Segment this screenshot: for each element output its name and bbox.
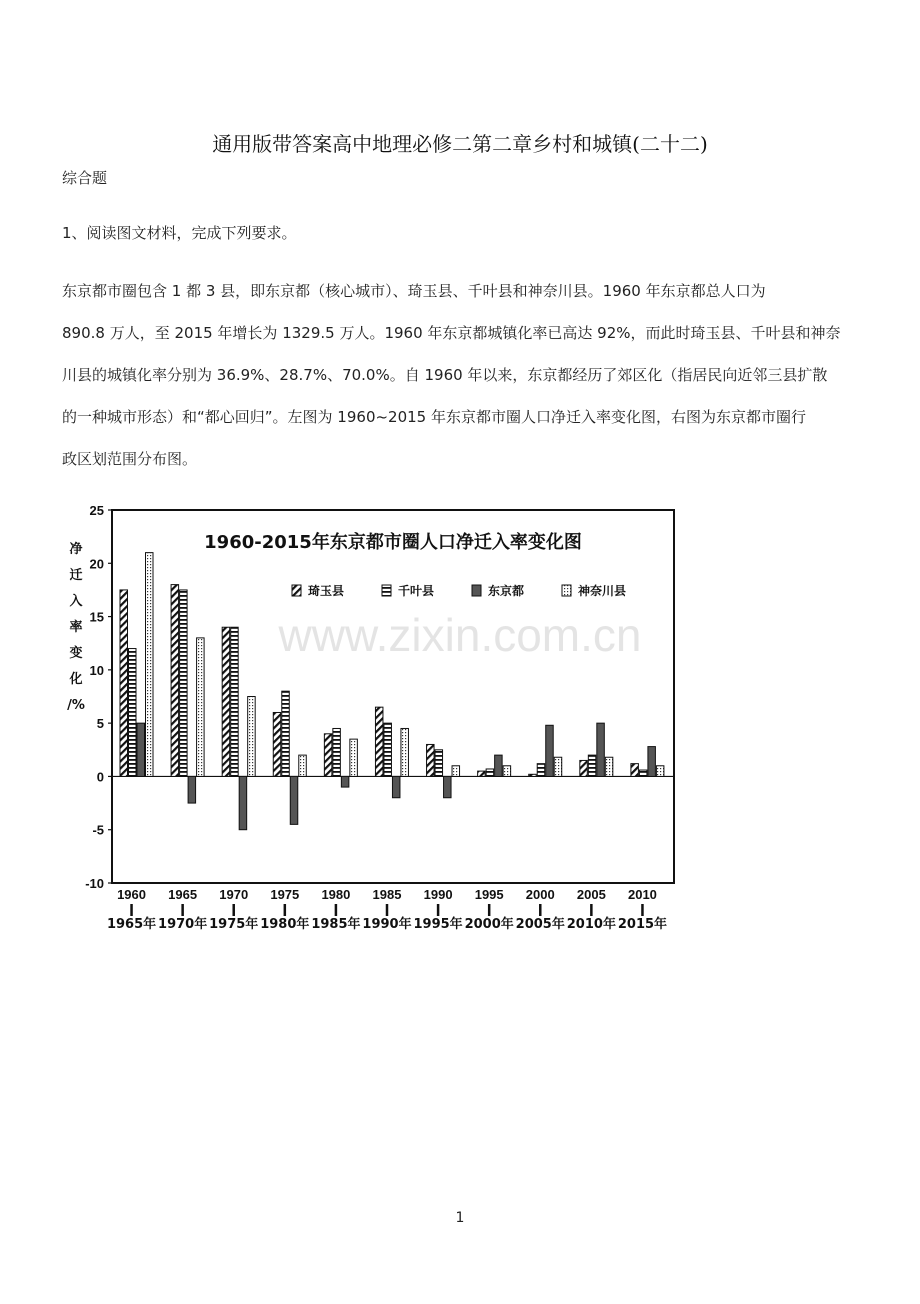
y-axis-label-char: 变: [69, 646, 83, 661]
legend-label: 神奈川县: [578, 584, 627, 598]
chart-title: 1960-2015年东京都市圈人口净迁入率变化图: [204, 532, 582, 553]
y-tick-label: 15: [89, 609, 104, 625]
y-axis-label-char: 净: [69, 542, 83, 557]
bar-神奈川县: [503, 766, 511, 777]
bar-琦玉县: [324, 734, 332, 777]
bar-神奈川县: [401, 728, 409, 776]
y-axis-label-char: 化: [69, 672, 83, 687]
bar-东京都: [239, 776, 247, 829]
y-tick-label: 25: [89, 503, 104, 518]
x-tick-label-start: 1980: [321, 887, 351, 902]
document-title: 通用版带答案高中地理必修二第二章乡村和城镇(二十二): [212, 132, 708, 156]
bar-东京都: [392, 776, 400, 797]
section-heading: 综合题: [62, 169, 108, 187]
bar-琦玉县: [222, 627, 230, 776]
y-axis-label-char: 率: [69, 620, 83, 635]
bar-琦玉县: [529, 774, 537, 776]
bar-千叶县: [435, 750, 443, 777]
x-tick-label-start: 2005: [576, 887, 606, 902]
x-tick-label-start: 2000: [525, 887, 555, 902]
bar-琦玉县: [171, 585, 179, 777]
bar-东京都: [495, 755, 503, 776]
bar-神奈川县: [656, 766, 664, 777]
x-tick-label-end: 1995年: [413, 917, 463, 932]
x-tick-label-end: 1980年: [260, 917, 310, 932]
bar-千叶县: [231, 627, 239, 776]
x-tick-label-start: 1985: [372, 887, 402, 902]
x-tick-label-start: 1995: [474, 887, 504, 902]
x-tick-label-start: 1990: [423, 887, 453, 902]
bar-神奈川县: [299, 755, 307, 776]
paragraph-line: 川县的城镇化率分别为 36.9%、28.7%、70.0%。自 1960 年以来，东京都经历了郊区化（指居民向近邻三县扩散: [62, 366, 828, 384]
bar-千叶县: [180, 590, 188, 777]
x-tick-label-start: 2010: [627, 887, 657, 902]
x-tick-label-end: 1985年: [311, 917, 361, 932]
paragraph-line: 政区划范围分布图。: [62, 450, 198, 468]
bar-千叶县: [333, 728, 341, 776]
bar-琦玉县: [120, 590, 128, 777]
legend-swatch: [292, 585, 301, 596]
bar-琦玉县: [478, 771, 486, 776]
paragraph-line: 的一种城市形态）和“都心回归”。左图为 1960~2015 年东京都市圈人口净迁入率变化图，右图为东京都市圈行: [62, 408, 806, 426]
bar-东京都: [597, 723, 605, 776]
x-tick-label-start: 1960: [117, 887, 147, 902]
bar-东京都: [546, 725, 554, 776]
bar-琦玉县: [273, 712, 281, 776]
y-tick-label: 0: [96, 769, 104, 785]
bar-神奈川县: [248, 697, 256, 777]
x-tick-label-end: 1990年: [362, 917, 412, 932]
y-tick-label: 20: [89, 556, 104, 572]
question-prompt: 1、阅读图文材料，完成下列要求。: [62, 224, 297, 242]
legend-swatch: [382, 585, 391, 596]
paragraph-line: 东京都市圈包含 1 都 3 县，即东京都（核心城市）、琦玉县、千叶县和神奈川县。1960 年东京都总人口为: [62, 282, 766, 300]
bar-琦玉县: [631, 764, 639, 777]
bar-东京都: [137, 723, 145, 776]
y-tick-label: 5: [96, 716, 104, 732]
x-tick-label-start: 1975: [270, 887, 300, 902]
bar-神奈川县: [350, 739, 358, 776]
bar-东京都: [188, 776, 196, 803]
x-tick-label-start: 1970: [219, 887, 249, 902]
bar-东京都: [648, 747, 656, 777]
y-axis-label-char: /%: [67, 698, 85, 713]
legend-label: 东京都: [488, 584, 525, 598]
x-tick-label-end: 1975年: [209, 917, 259, 932]
bar-东京都: [290, 776, 298, 824]
legend-label: 琦玉县: [308, 584, 345, 598]
y-tick-label: -10: [85, 876, 104, 891]
y-axis-label-char: 迁: [69, 568, 83, 583]
bar-千叶县: [486, 769, 494, 776]
x-tick-label-start: 1965: [168, 887, 198, 902]
chart-svg: [60, 495, 700, 945]
bar-琦玉县: [580, 760, 588, 776]
x-tick-label-end: 2015年: [617, 917, 668, 932]
bar-千叶县: [588, 755, 596, 776]
bar-神奈川县: [146, 553, 154, 777]
bar-神奈川县: [197, 638, 205, 777]
watermark-text: www.zixin.com.cn: [278, 609, 642, 661]
x-tick-label-end: 2010年: [566, 917, 616, 932]
paragraph-line: 890.8 万人，至 2015 年增长为 1329.5 万人。1960 年东京都城镇化率已高达 92%，而此时琦玉县、千叶县和神奈: [62, 324, 841, 342]
bar-东京都: [341, 776, 349, 787]
y-axis-label-char: 入: [69, 594, 83, 609]
bar-神奈川县: [452, 766, 460, 777]
bar-千叶县: [537, 764, 545, 777]
bar-东京都: [444, 776, 452, 797]
x-tick-label-end: 2005年: [515, 917, 565, 932]
bar-千叶县: [639, 770, 647, 776]
bar-琦玉县: [375, 707, 383, 776]
legend-label: 千叶县: [398, 584, 435, 598]
bar-神奈川县: [554, 757, 562, 776]
bar-千叶县: [129, 649, 137, 777]
y-tick-label: -5: [92, 822, 104, 838]
bar-琦玉县: [427, 744, 435, 776]
x-tick-label-end: 1970年: [158, 917, 208, 932]
bar-千叶县: [384, 723, 392, 776]
y-tick-label: 10: [89, 662, 104, 678]
legend-swatch: [562, 585, 571, 596]
migration-chart: [60, 495, 700, 945]
bar-千叶县: [282, 691, 290, 776]
page-number: 1: [455, 1210, 465, 1226]
material-paragraph: [62, 270, 862, 480]
x-tick-label-end: 1965年: [106, 917, 157, 932]
legend-swatch: [472, 585, 481, 596]
x-tick-label-end: 2000年: [464, 917, 514, 932]
bar-神奈川县: [605, 757, 613, 776]
